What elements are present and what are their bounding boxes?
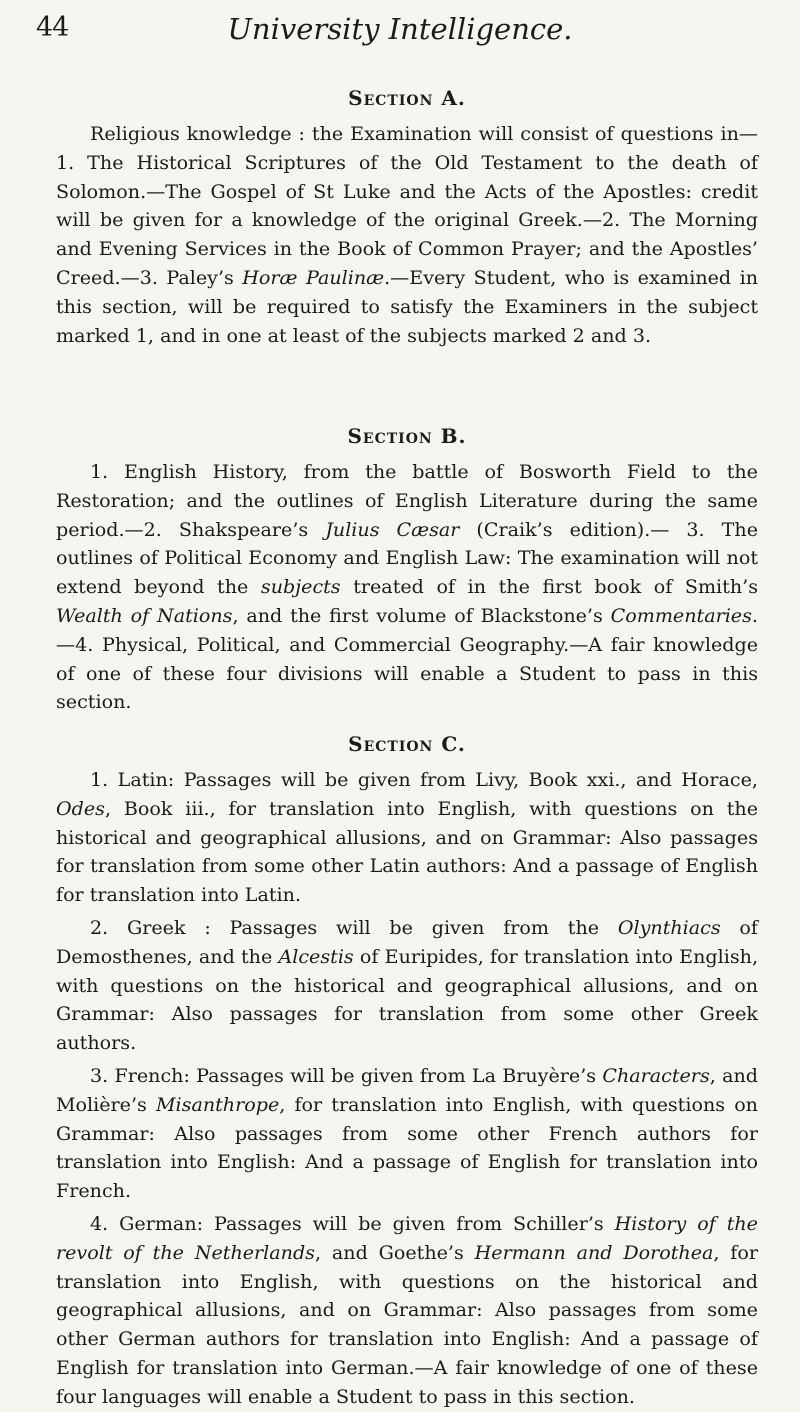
section-c <box>56 732 758 1412</box>
section-c-german-paragraph: 4. German: Passages will be given from Schiller’s History of the revolt of the Netherlands, and Goethe’s Hermann and Dorothea, for translation into English, with questions on the historical and geographical allusions, and on Grammar: Also passages from some other German authors for translation into English: And a passage of English for translation into German.—A fair knowledge of one of these four languages will enable a Student to pass in this section. <box>56 1211 758 1408</box>
section-c-french-paragraph: 3. French: Passages will be given from La Bruyère’s Characters, and Molière’s Misanthrope, for translation into English, with questions on Grammar: Also passages from some other French authors for translation into English: And a passage of English for translation into French. <box>56 1063 758 1203</box>
section-c-heading: Section C. <box>348 732 466 756</box>
section-a-paragraph: Religious knowledge : the Examination will consist of questions in—1. The Historical Scriptures of the Old Testament to the death of Solomon.—The Gospel of St Luke and the Acts of the Apostles: credit will be given for a knowledge of the original Greek.—2. The Morning and Evening Services in the Book of Common Prayer; and the Apostles’ Creed.—3. Paley’s Horæ Paulinæ.—Every Student, who is examined in this section, will be required to satisfy the Examiners in the subject marked 1, and in one at least of the subjects marked 2 and 3. <box>56 122 758 347</box>
page-number: 44 <box>36 12 69 43</box>
section-a-heading: Section A. <box>348 86 466 110</box>
section-c-latin-paragraph: 1. Latin: Passages will be given from Livy, Book xxi., and Horace, Odes, Book iii., for translation into English, with questions on the historical and geographical allusions, and on Grammar: Also passages for translation from some other Latin authors: And a passage of English for translation into Latin. <box>56 768 758 907</box>
section-b-heading: Section B. <box>347 424 467 448</box>
running-title: University Intelligence. <box>227 12 573 46</box>
running-head <box>36 12 764 72</box>
section-a <box>56 86 758 350</box>
section-b <box>56 424 758 717</box>
section-c-greek-paragraph: 2. Greek : Passages will be given from the Olynthiacs of Demosthenes, and the Alcestis of Euripides, for translation into English, with questions on the historical and geographical allusions, and on Grammar: Also passages for translation from some other Greek authors. <box>56 915 759 1055</box>
section-b-paragraph: 1. English History, from the battle of Bosworth Field to the Restoration; and the outlines of English Literature during the same period.—2. Shakspeare’s Julius Cæsar (Craik’s edition).— 3. The outlines of Political Economy and English Law: The examination will not extend beyond the subjects treated of in the first book of Smith’s Wealth of Nations, and the first volume of Blackstone’s Commentaries.—4. Physical, Political, and Commercial Geography.—A fair knowledge of one of these four divisions will enable a Student to pass in this section. <box>56 460 758 714</box>
